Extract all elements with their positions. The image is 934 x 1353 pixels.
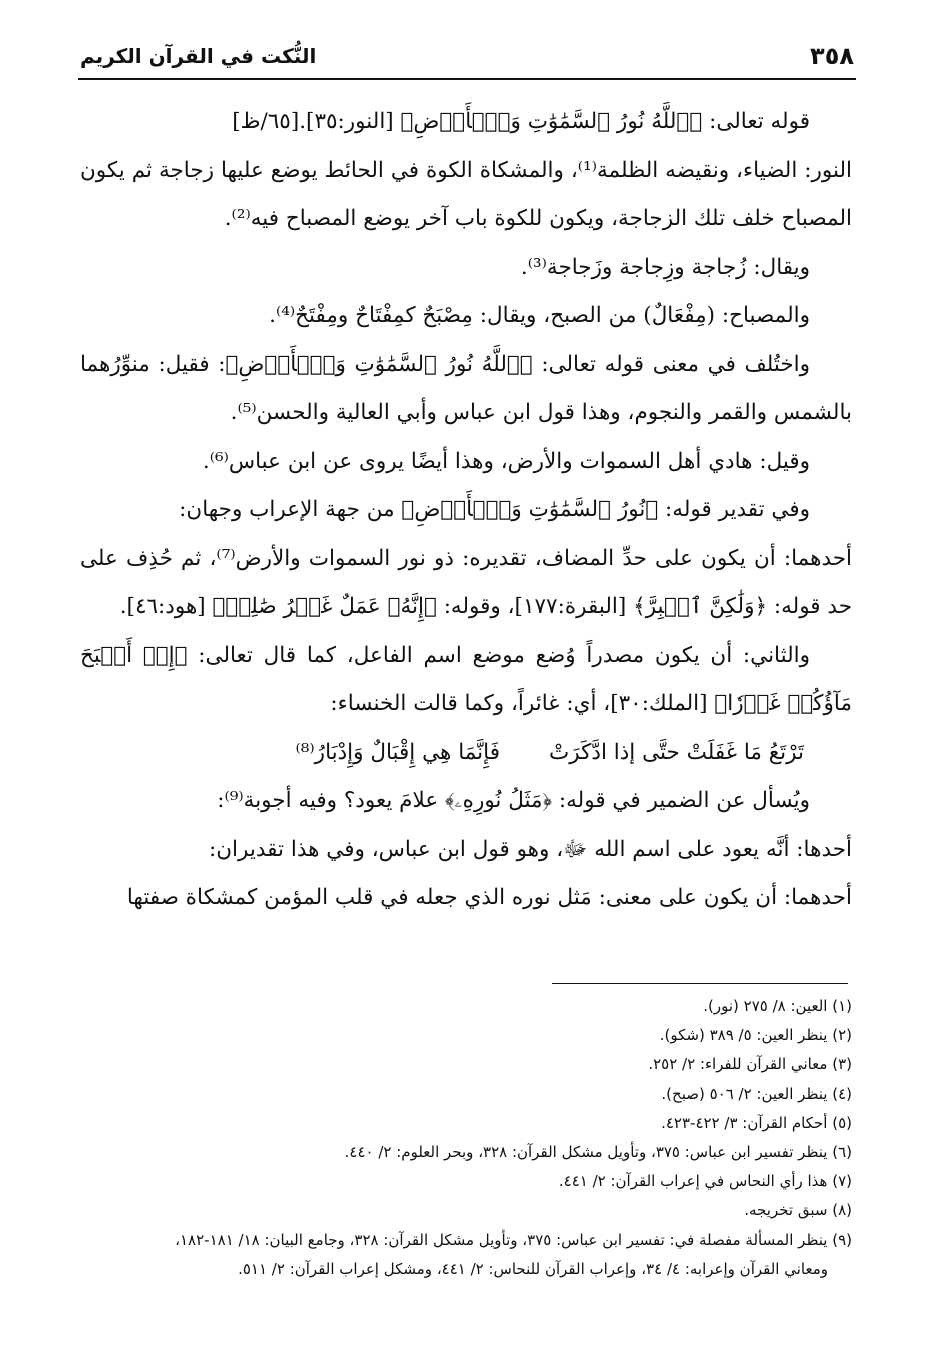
main-text xyxy=(80,98,852,923)
footnote-3: (٣) معاني القرآن للفراء: ٢/ ٢٥٢. xyxy=(648,1055,852,1074)
paragraph-meaning-dispute: واختُلف في معنى قوله تعالى: ﴿ٱللَّهُ نُورُ ٱلسَّمَٰوَٰتِ وَٱلۡأَرۡضِ﴾: فقيل: منوِّرُهما بالشمس والقمر والنجوم، وهذا قول ابن عباس وأبي العالية والحسن⁽⁵⁾. xyxy=(80,351,852,425)
paragraph-pronoun-question: ويُسأل عن الضمير في قوله: ﴿مَثَلُ نُورِهِۦ﴾ علامَ يعود؟ وفيه أجوبة⁽⁹⁾: xyxy=(217,788,810,813)
paragraph-verse-intro: قوله تعالى: ﴿ٱللَّهُ نُورُ ٱلسَّمَٰوَٰتِ وَٱلۡأَرۡضِ﴾ [النور:٣٥].[٦٥/ظ] xyxy=(232,109,810,134)
footnote-9-continued: ومعاني القرآن وإعرابه: ٤/ ٣٤، وإعراب القرآن للنحاس: ٢/ ٤٤١، ومشكل إعراب القرآن: ٢/ ٥١١. xyxy=(238,1259,828,1278)
paragraph-hadi: وقيل: هادي أهل السموات والأرض، وهذا أيضًا يروى عن ابن عباس⁽⁶⁾. xyxy=(202,448,810,474)
paragraph-second-aspect: والثاني: أن يكون مصدراً وُضع موضع اسم الفاعل، كما قال تعالى: ﴿إِنۡ أَصۡبَحَ مَآؤُكُمۡ غَوۡرٗا﴾ [الملك:٣٠]، أي: غائراً، وكما قالت الخنساء: xyxy=(80,642,852,716)
footnote-6: (٦) ينظر تفسير ابن عباس: ٣٧٥، وتأويل مشكل القرآن: ٣٢٨، وبحر العلوم: ٢/ ٤٤٠. xyxy=(344,1143,852,1162)
paragraph-first-estimate: أحدهما: أن يكون على معنى: مَثل نوره الذي جعله في قلب المؤمن كمشكاة صفتها xyxy=(126,885,852,910)
running-title: النُّكت في القرآن الكريم xyxy=(80,44,317,68)
page-number: ٣٥٨ xyxy=(810,42,854,70)
footnotes xyxy=(80,992,852,1284)
poetry-verse xyxy=(80,729,852,778)
verse-first-hemistich: تَرْتَعُ مَا غَفَلَتْ حتَّى إذا ادَّكَرَتْ xyxy=(549,739,804,765)
footnote-2: (٢) ينظر العين: ٥/ ٣٨٩ (شكو). xyxy=(659,1026,852,1045)
footnote-separator xyxy=(552,983,848,984)
paragraph-misbah: والمصباح: (مِفْعَالٌ) من الصبح، ويقال: مِصْبَحٌ كمِفْتَاحٌ ومِفْتَحٌ⁽⁴⁾. xyxy=(269,303,810,328)
paragraph-zujaja: ويقال: زُجاجة وزِجاجة وزَجاجة⁽³⁾. xyxy=(520,254,810,280)
footnote-9: (٩) ينظر المسألة مفصلة في: تفسير ابن عباس: ٣٧٥، وتأويل مشكل القرآن: ٣٢٨، وجامع البيان: ١٨/ ١٨١-١٨٢، xyxy=(175,1230,852,1249)
verse-second-hemistich: فَإِنَّمَا هِي إِقْبَالٌ وَإِدْبَارُ⁽⁸⁾ xyxy=(295,739,500,765)
footnote-1: (١) العين: ٨/ ٢٧٥ (نور). xyxy=(703,997,852,1015)
footnote-8: (٨) سبق تخريجه. xyxy=(744,1201,852,1220)
paragraph-irab: وفي تقدير قوله: ﴿نُورُ ٱلسَّمَٰوَٰتِ وَٱلۡأَرۡضِ﴾ من جهة الإعراب وجهان: xyxy=(179,497,810,522)
paragraph-first-aspect: أحدهما: أن يكون على حدِّ المضاف، تقديره: ذو نور السموات والأرض⁽⁷⁾، ثم حُذِف على حد قوله: ﴿وَلَٰكِنَّ ٱلۡبِرَّ﴾ [البقرة:١٧٧]، وقوله: ﴿إِنَّهُۥ عَمَلٌ غَيۡرُ صَٰلِحٖ﴾ [هود:٤٦]. xyxy=(80,545,852,619)
paragraph-nur-definition: النور: الضياء، ونقيضه الظلمة⁽¹⁾، والمشكاة الكوة في الحائط يوضع عليها زجاجة ثم يكون المصباح خلف تلك الزجاجة، ويكون للكوة باب آخر يوضع المصباح فيه⁽²⁾. xyxy=(80,157,852,231)
paragraph-first-answer: أحدها: أنَّه يعود على اسم الله ﷻ، وهو قول ابن عباس، وفي هذا تقديران: xyxy=(209,836,852,862)
page-header xyxy=(78,38,856,80)
footnote-5: (٥) أحكام القرآن: ٣/ ٤٢٢-٤٢٣. xyxy=(661,1113,852,1132)
footnote-7: (٧) هذا رأي النحاس في إعراب القرآن: ٢/ ٤٤١. xyxy=(558,1172,852,1191)
footnote-4: (٤) ينظر العين: ٢/ ٥٠٦ (صبح). xyxy=(661,1084,852,1103)
